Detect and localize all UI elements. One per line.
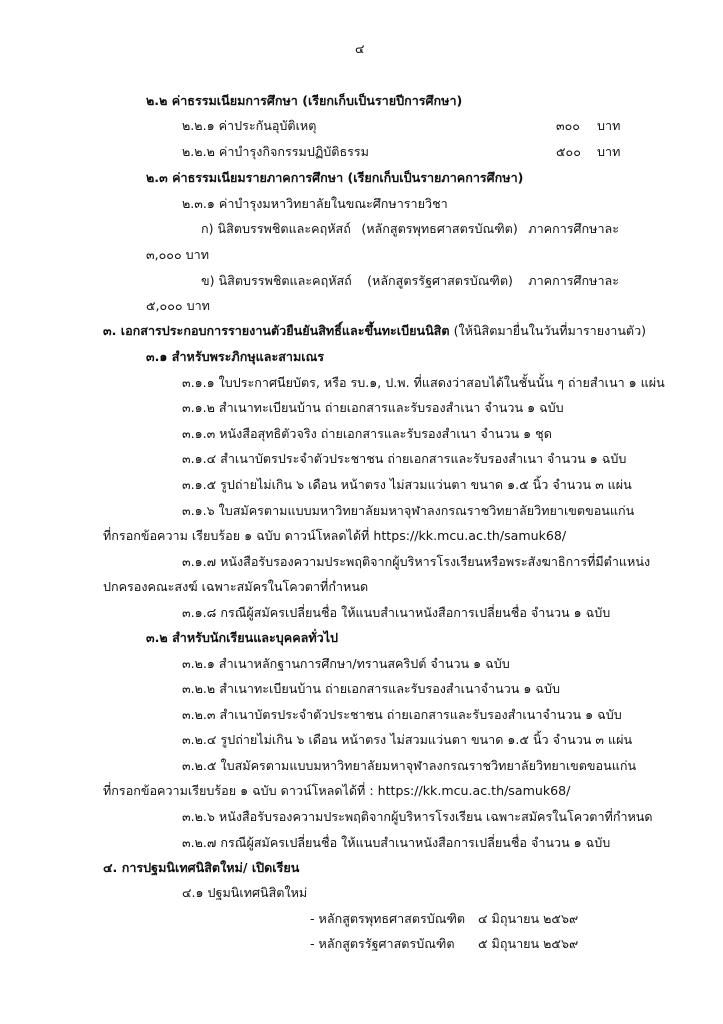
list-item: ๓.๑.๔ สำเนาบัตรประจำตัวประชาชน ถ่ายเอกสารและรับรองสำเนา จำนวน ๑ ฉบับ	[182, 451, 627, 466]
list-item-word: วิทยาเขตขอนแก่น	[534, 503, 635, 518]
section-heading-3-1: ๓.๑ สำหรับพระภิกษุและสามเณร	[146, 349, 325, 364]
schedule-program: - หลักสูตรรัฐศาสตรบัณฑิต	[310, 936, 455, 951]
list-item: ๓.๑.๓ หนังสือสุทธิตัวจริง ถ่ายเอกสารและรับรองสำเนา จำนวน ๑ ชุด	[182, 426, 552, 441]
fee-amount: ๓๐๐	[556, 118, 580, 133]
section-heading-3-note: (ให้นิสิตมายื่นในวันที่มารายงานตัว)	[453, 323, 647, 338]
list-item: ๓.๒.๒ สำเนาทะเบียนบ้าน ถ่ายเอกสารและรับรองสำเนาจำนวน ๑ ฉบับ	[182, 681, 560, 696]
section-heading-3-title: ๓. เอกสารประกอบการรายงานตัวยืนยันสิทธิ์และขึ้นทะเบียนนิสิต	[103, 323, 450, 338]
schedule-date: ๕ มิถุนายน ๒๕๖๙	[478, 936, 579, 951]
section-heading-3	[103, 322, 646, 340]
fee-line-word: (หลักสูตรพุทธศาสตรบัณฑิต)	[361, 221, 518, 236]
page-number: ๔	[355, 41, 365, 56]
list-item: ๓.๒.๖ หนังสือรับรองความประพฤติจากผู้บริหารโรงเรียน เฉพาะสมัครในโควตาที่กำหนด	[182, 809, 653, 824]
list-item: ๓.๒.๗ กรณีผู้สมัครเปลี่ยนชื่อ ให้แนบสำเนาหนังสือการเปลี่ยนชื่อ จำนวน ๑ ฉบับ	[182, 835, 611, 850]
list-item-word: ๓.๑.๖ ใบสมัครตามแบบมหาวิทยาลัยมหาจุฬาลงกรณราชวิทยาลัย	[182, 503, 535, 518]
subsection-2-3-1: ๒.๓.๑ ค่าบำรุงมหาวิทยาลัยในขณะศึกษารายวิชา	[182, 196, 448, 211]
fee-unit: บาท	[597, 118, 621, 133]
section-heading-2-3: ๒.๓ ค่าธรรมเนียมรายภาคการศึกษา (เรียกเก็บเป็นรายภาคการศึกษา)	[146, 170, 524, 185]
list-item-word: หรือพระสังฆาธิการที่มีตำแหน่ง	[483, 554, 651, 569]
fee-line-b-cont: ๕,๐๐๐ บาท	[146, 298, 210, 313]
fee-line-word: ภาคการศึกษาละ	[528, 221, 619, 236]
list-item-cont: ปกครองคณะสงฆ์ เฉพาะสมัครในโควตาที่กำหนด	[103, 579, 369, 594]
fee-line-word: ก) นิสิตบรรพชิตและคฤหัสถ์	[201, 221, 351, 236]
fee-line-a-cont: ๓,๐๐๐ บาท	[146, 247, 210, 262]
list-item	[182, 757, 637, 775]
fee-line-b	[201, 272, 619, 290]
list-item-word: ๓.๒.๕ ใบสมัครตามแบบมหาวิทยาลัยมหาจุฬาลงกรณราชวิทยาลัย	[182, 758, 537, 773]
list-item: ๓.๑.๒ สำเนาทะเบียนบ้าน ถ่ายเอกสารและรับรองสำเนา จำนวน ๑ ฉบับ	[182, 400, 564, 415]
list-item-cont: ที่กรอกข้อความเรียบร้อย ๑ ฉบับ ดาวน์โหลดได้ที่ : https://kk.mcu.ac.th/samuk68/	[103, 783, 571, 798]
list-item: ๓.๒.๑ สำเนาหลักฐานการศึกษา/ทรานสคริปต์ จำนวน ๑ ฉบับ	[182, 656, 510, 671]
schedule-program: - หลักสูตรพุทธศาสตรบัณฑิต	[310, 911, 466, 926]
fee-label: ๒.๒.๒ ค่าบำรุงกิจกรรมปฏิบัติธรรม	[182, 144, 369, 159]
section-heading-2-2: ๒.๒ ค่าธรรมเนียมการศึกษา (เรียกเก็บเป็นรายปีการศึกษา)	[146, 93, 463, 108]
schedule-date: ๔ มิถุนายน ๒๕๖๙	[478, 911, 579, 926]
list-item: ๓.๑.๑ ใบประกาศนียบัตร, หรือ รบ.๑, ป.พ. ที่แสดงว่าสอบได้ในชั้นนั้น ๆ ถ่ายสำเนา ๑ แผ่น	[182, 375, 665, 390]
section-heading-4: ๔. การปฐมนิเทศนิสิตใหม่/ เปิดเรียน	[103, 860, 300, 875]
fee-line-word: ภาคการศึกษาละ	[528, 273, 619, 288]
fee-line-word: ข) นิสิตบรรพชิตและคฤหัสถ์	[201, 273, 352, 288]
fee-unit: บาท	[597, 144, 621, 159]
list-item: ๓.๒.๔ รูปถ่ายไม่เกิน ๖ เดือน หน้าตรง ไม่สวมแว่นตา ขนาด ๑.๕ นิ้ว จำนวน ๓ แผ่น	[182, 732, 633, 747]
list-item-word: วิทยาเขตขอนแก่น	[536, 758, 637, 773]
list-item	[182, 553, 651, 571]
list-item-word: ๓.๑.๗ หนังสือรับรองความประพฤติจากผู้บริหารโรงเรียน	[182, 554, 484, 569]
subsection-4-1: ๔.๑ ปฐมนิเทศนิสิตใหม่	[182, 885, 308, 900]
list-item: ๓.๒.๓ สำเนาบัตรประจำตัวประชาชน ถ่ายเอกสารและรับรองสำเนาจำนวน ๑ ฉบับ	[182, 707, 622, 722]
list-item-cont: ที่กรอกข้อความ เรียบร้อย ๑ ฉบับ ดาวน์โหลดได้ที่ https://kk.mcu.ac.th/samuk68/	[103, 528, 567, 543]
fee-line-a	[201, 220, 619, 238]
fee-line-word: (หลักสูตรรัฐศาสตรบัณฑิต)	[367, 273, 513, 288]
section-heading-3-2: ๓.๒ สำหรับนักเรียนและบุคคลทั่วไป	[146, 630, 339, 645]
list-item: ๓.๑.๕ รูปถ่ายไม่เกิน ๖ เดือน หน้าตรง ไม่สวมแว่นตา ขนาด ๑.๕ นิ้ว จำนวน ๓ แผ่น	[182, 477, 632, 492]
fee-amount: ๕๐๐	[556, 144, 581, 159]
list-item	[182, 502, 635, 520]
fee-label: ๒.๒.๑ ค่าประกันอุบัติเหตุ	[182, 118, 317, 133]
list-item: ๓.๑.๘ กรณีผู้สมัครเปลี่ยนชื่อ ให้แนบสำเนาหนังสือการเปลี่ยนชื่อ จำนวน ๑ ฉบับ	[182, 605, 611, 620]
